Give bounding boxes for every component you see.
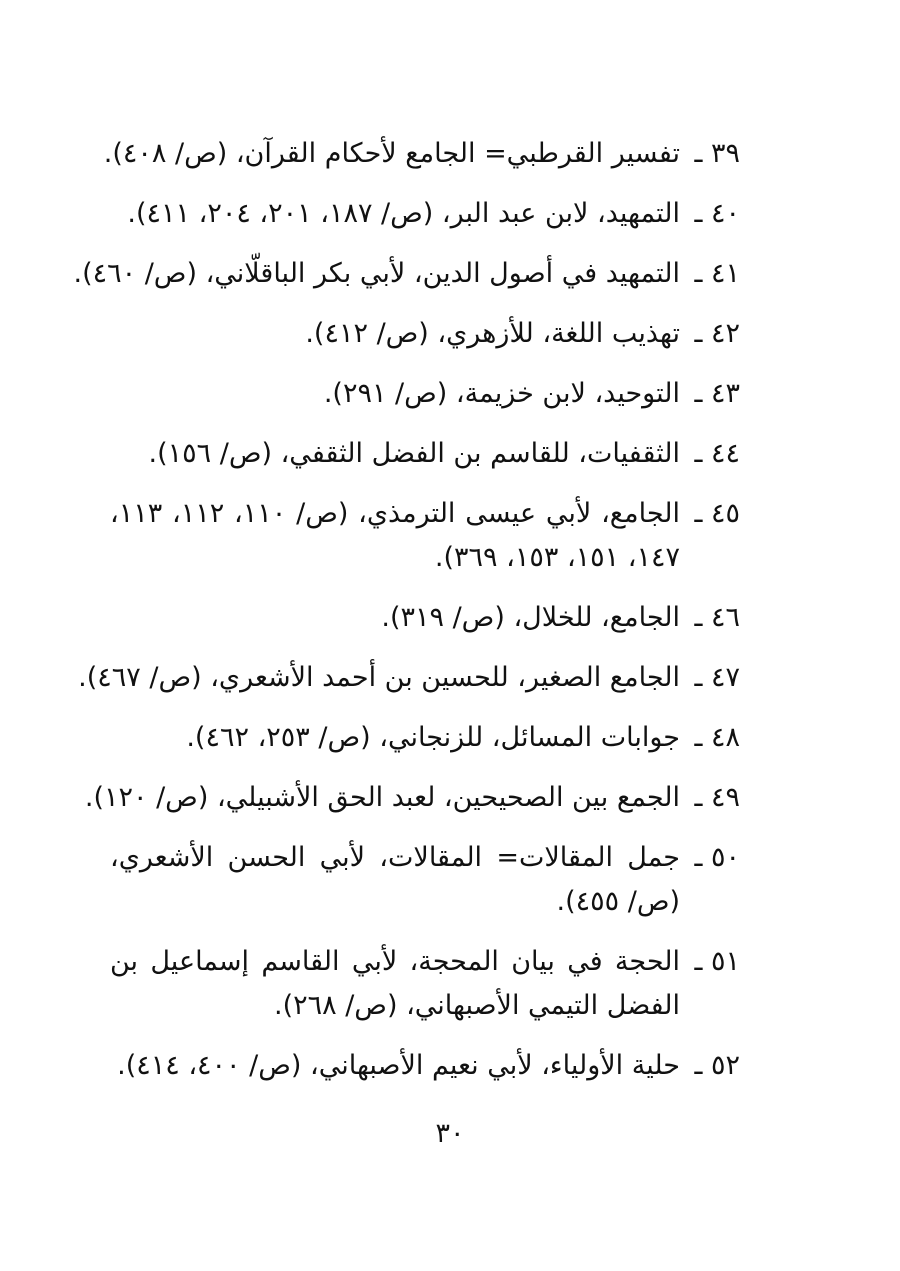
entry-text: الجامع، للخلال، (ص/ ٣١٩). (381, 602, 680, 633)
entry-text: تفسير القرطبي= الجامع لأحكام القرآن، (ص/ ٤٠٨). (103, 138, 680, 169)
entry-number: ٤٤ ـ (694, 438, 740, 469)
entry-number: ٤٢ ـ (694, 318, 740, 349)
entry-number: ٤١ ـ (694, 258, 740, 289)
bibliography-entry (110, 596, 740, 640)
entry-number: ٣٩ ـ (694, 138, 740, 169)
entry-text: الجامع، لأبي عيسى الترمذي، (ص/ ١١٠، ١١٢، ١١٣، ١٤٧، ١٥١، ١٥٣، ٣٦٩). (110, 498, 681, 573)
bibliography-entry (110, 432, 740, 476)
bibliography-entry (110, 192, 740, 236)
bibliography-entry (110, 836, 740, 924)
entry-text: الثقفيات، للقاسم بن الفضل الثقفي، (ص/ ١٥٦). (148, 438, 680, 469)
bibliography-entry (73, 252, 740, 296)
entry-text: التمهيد، لابن عبد البر، (ص/ ١٨٧، ٢٠١، ٢٠٤، ٤١١). (127, 198, 680, 229)
entry-text: التمهيد في أصول الدين، لأبي بكر الباقلّاني، (ص/ ٤٦٠). (73, 258, 680, 289)
entry-number: ٤٥ ـ (694, 498, 740, 529)
entry-number: ٤٣ ـ (694, 378, 740, 409)
entry-text: جمل المقالات= المقالات، لأبي الحسن الأشعري، (ص/ ٤٥٥). (110, 842, 680, 917)
entry-number: ٥٢ ـ (694, 1050, 740, 1081)
bibliography-entry (103, 132, 740, 176)
entry-number: ٤٦ ـ (694, 602, 740, 633)
bibliography-entry (110, 492, 740, 580)
entry-text: الجمع بين الصحيحين، لعبد الحق الأشبيلي، (ص/ ١٢٠). (84, 782, 680, 813)
bibliography-entry (78, 656, 740, 700)
entry-text: التوحيد، لابن خزيمة، (ص/ ٢٩١). (323, 378, 680, 409)
entry-text: جوابات المسائل، للزنجاني، (ص/ ٢٥٣، ٤٦٢). (186, 722, 680, 753)
bibliography-entry (84, 776, 740, 820)
entry-text: حلية الأولياء، لأبي نعيم الأصبهاني، (ص/ ٤٠٠، ٤١٤). (117, 1050, 680, 1081)
bibliography-list (73, 132, 740, 1104)
entry-number: ٥١ ـ (694, 946, 740, 977)
bibliography-entry (110, 312, 740, 356)
entry-number: ٤٨ ـ (694, 722, 740, 753)
bibliography-entry (110, 372, 740, 416)
entry-number: ٤٩ ـ (694, 782, 740, 813)
entry-text: تهذيب اللغة، للأزهري، (ص/ ٤١٢). (305, 318, 680, 349)
bibliography-entry (110, 1044, 740, 1088)
entry-text: الحجة في بيان المحجة، لأبي القاسم إسماعيل بن الفضل التيمي الأصبهاني، (ص/ ٢٦٨). (110, 946, 680, 1021)
entry-number: ٤٧ ـ (694, 662, 740, 693)
page-number: ٣٠ (435, 1118, 465, 1149)
bibliography-entry (110, 716, 740, 760)
bibliography-entry (110, 940, 740, 1028)
entry-number: ٤٠ ـ (694, 198, 740, 229)
entry-number: ٥٠ ـ (694, 842, 740, 873)
entry-text: الجامع الصغير، للحسين بن أحمد الأشعري، (ص/ ٤٦٧). (78, 662, 680, 693)
